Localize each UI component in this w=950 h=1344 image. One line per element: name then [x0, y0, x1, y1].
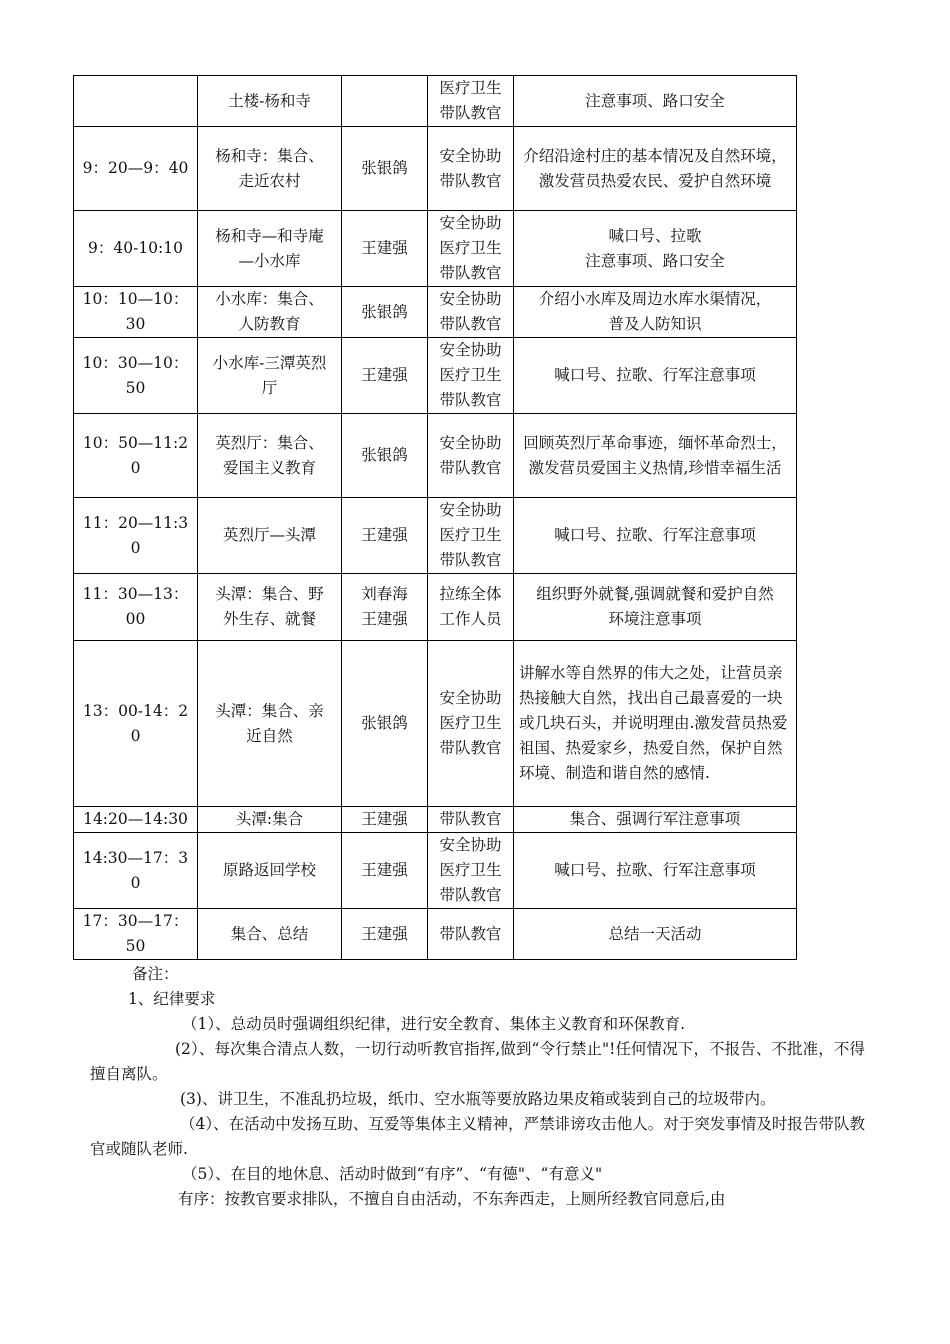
role-cell: 安全协助 医疗卫生 带队教官: [428, 833, 514, 909]
role-cell: 医疗卫生 带队教官: [428, 76, 514, 127]
person-cell: 张银鸽: [342, 127, 428, 211]
person-cell: [342, 76, 428, 127]
rule-5: （5）、在目的地休息、活动时做到“有序”、“有德"、“有意义": [182, 1165, 603, 1183]
content-cell: 喊口号、拉歌、行军注意事项: [514, 833, 797, 909]
time-cell: 14:30—17：30: [74, 833, 198, 909]
time-cell: 11：20—11:30: [74, 498, 198, 574]
content-cell: 总结一天活动: [514, 909, 797, 960]
role-cell: 安全协助 医疗卫生 带队教官: [428, 338, 514, 414]
person-cell: 王建强: [342, 338, 428, 414]
place-cell: 杨和寺：集合、 走近农村: [198, 127, 342, 211]
place-cell: 头潭:集合: [198, 807, 342, 833]
time-cell: 14:20—14:30: [74, 807, 198, 833]
table-row: [74, 833, 797, 909]
table-row: [74, 909, 797, 960]
place-cell: 土楼-杨和寺: [198, 76, 342, 127]
person-cell: 张银鸽: [342, 414, 428, 498]
table-row: [74, 127, 797, 211]
content-cell: 介绍沿途村庄的基本情况及自然环境，激发营员热爱农民、爱护自然环境: [514, 127, 797, 211]
content-cell: 集合、强调行军注意事项: [514, 807, 797, 833]
place-cell: 头潭：集合、亲 近自然: [198, 641, 342, 807]
content-cell: 喊口号、拉歌、行军注意事项: [514, 338, 797, 414]
person-cell: 王建强: [342, 498, 428, 574]
rule-3: (3)、讲卫生，不准乱扔垃圾，纸巾、空水瓶等要放路边果皮箱或装到自己的垃圾带内。: [180, 1090, 776, 1108]
place-cell: 小水库-三潭英烈 厅: [198, 338, 342, 414]
person-cell: 王建强: [342, 909, 428, 960]
content-cell: 回顾英烈厅革命事迹，缅怀革命烈士，激发营员爱国主义热情,珍惜幸福生活: [514, 414, 797, 498]
time-cell: 10：30—10： 50: [74, 338, 198, 414]
time-cell: 9：20—9：40: [74, 127, 198, 211]
person-cell: 张银鸽: [342, 641, 428, 807]
person-cell: 王建强: [342, 211, 428, 287]
rule-2: (2）、每次集合清点人数，一切行动听教官指挥,做到“令行禁止"!任何情况下，不报告、不批准，不得擅自离队。: [90, 1040, 865, 1083]
table-row: [74, 287, 797, 338]
rule-orderly: 有序：按教官要求排队，不擅自自由活动，不东奔西走，上厕所经教官同意后,由: [178, 1190, 726, 1208]
person-cell: 张银鸽: [342, 287, 428, 338]
time-cell: 10：10—10：30: [74, 287, 198, 338]
role-cell: 带队教官: [428, 807, 514, 833]
role-cell: 安全协助 带队教官: [428, 287, 514, 338]
role-cell: 安全协助 带队教官: [428, 414, 514, 498]
time-cell: 10：50—11:20: [74, 414, 198, 498]
place-cell: 集合、总结: [198, 909, 342, 960]
person-cell: 刘春海 王建强: [342, 574, 428, 641]
discipline-heading: 1、纪律要求: [128, 990, 216, 1008]
time-cell: 9：40-10:10: [74, 211, 198, 287]
place-cell: 头潭：集合、野 外生存、就餐: [198, 574, 342, 641]
table-row: [74, 338, 797, 414]
person-cell: 王建强: [342, 807, 428, 833]
rule-1: （1）、总动员时强调组织纪律，进行安全教育、集体主义教育和环保教育.: [182, 1015, 686, 1033]
time-cell: 17：30—17： 50: [74, 909, 198, 960]
place-cell: 英烈厅：集合、 爱国主义教育: [198, 414, 342, 498]
place-cell: 原路返回学校: [198, 833, 342, 909]
content-cell: 喊口号、拉歌 注意事项、路口安全: [514, 211, 797, 287]
place-cell: 小水库：集合、 人防教育: [198, 287, 342, 338]
content-cell: 介绍小水库及周边水库水渠情况， 普及人防知识: [514, 287, 797, 338]
role-cell: 拉练全体 工作人员: [428, 574, 514, 641]
place-cell: 英烈厅—头潭: [198, 498, 342, 574]
role-cell: 带队教官: [428, 909, 514, 960]
time-cell: 13：00-14：20: [74, 641, 198, 807]
table-row: [74, 807, 797, 833]
role-cell: 安全协助 医疗卫生 带队教官: [428, 641, 514, 807]
content-cell: 喊口号、拉歌、行军注意事项: [514, 498, 797, 574]
time-cell: [74, 76, 198, 127]
role-cell: 安全协助 医疗卫生 带队教官: [428, 498, 514, 574]
schedule-table: [73, 75, 797, 960]
table-row: [74, 574, 797, 641]
place-cell: 杨和寺—和寺庵 —小水库: [198, 211, 342, 287]
time-cell: 11：30—13： 00: [74, 574, 198, 641]
role-cell: 安全协助 带队教官: [428, 127, 514, 211]
table-row: [74, 641, 797, 807]
notes-heading: 备注：: [132, 965, 179, 983]
person-cell: 王建强: [342, 833, 428, 909]
table-row: [74, 76, 797, 127]
content-cell: 注意事项、路口安全: [514, 76, 797, 127]
content-cell: 组织野外就餐,强调就餐和爱护自然 环境注意事项: [514, 574, 797, 641]
rule-4: （4）、在活动中发扬互助、互爱等集体主义精神，严禁诽谤攻击他人。对于突发事情及时报告带队教官或随队老师.: [90, 1115, 865, 1158]
role-cell: 安全协助 医疗卫生 带队教官: [428, 211, 514, 287]
table-row: [74, 498, 797, 574]
content-cell: 讲解水等自然界的伟大之处，让营员亲热接触大自然，找出自己最喜爱的一块或几块石头，并说明理由.激发营员热爱祖国、热爱家乡，热爱自然，保护自然环境、制造和谐自然的感情.: [514, 641, 797, 807]
table-row: [74, 211, 797, 287]
table-row: [74, 414, 797, 498]
notes-section: [90, 962, 865, 1212]
